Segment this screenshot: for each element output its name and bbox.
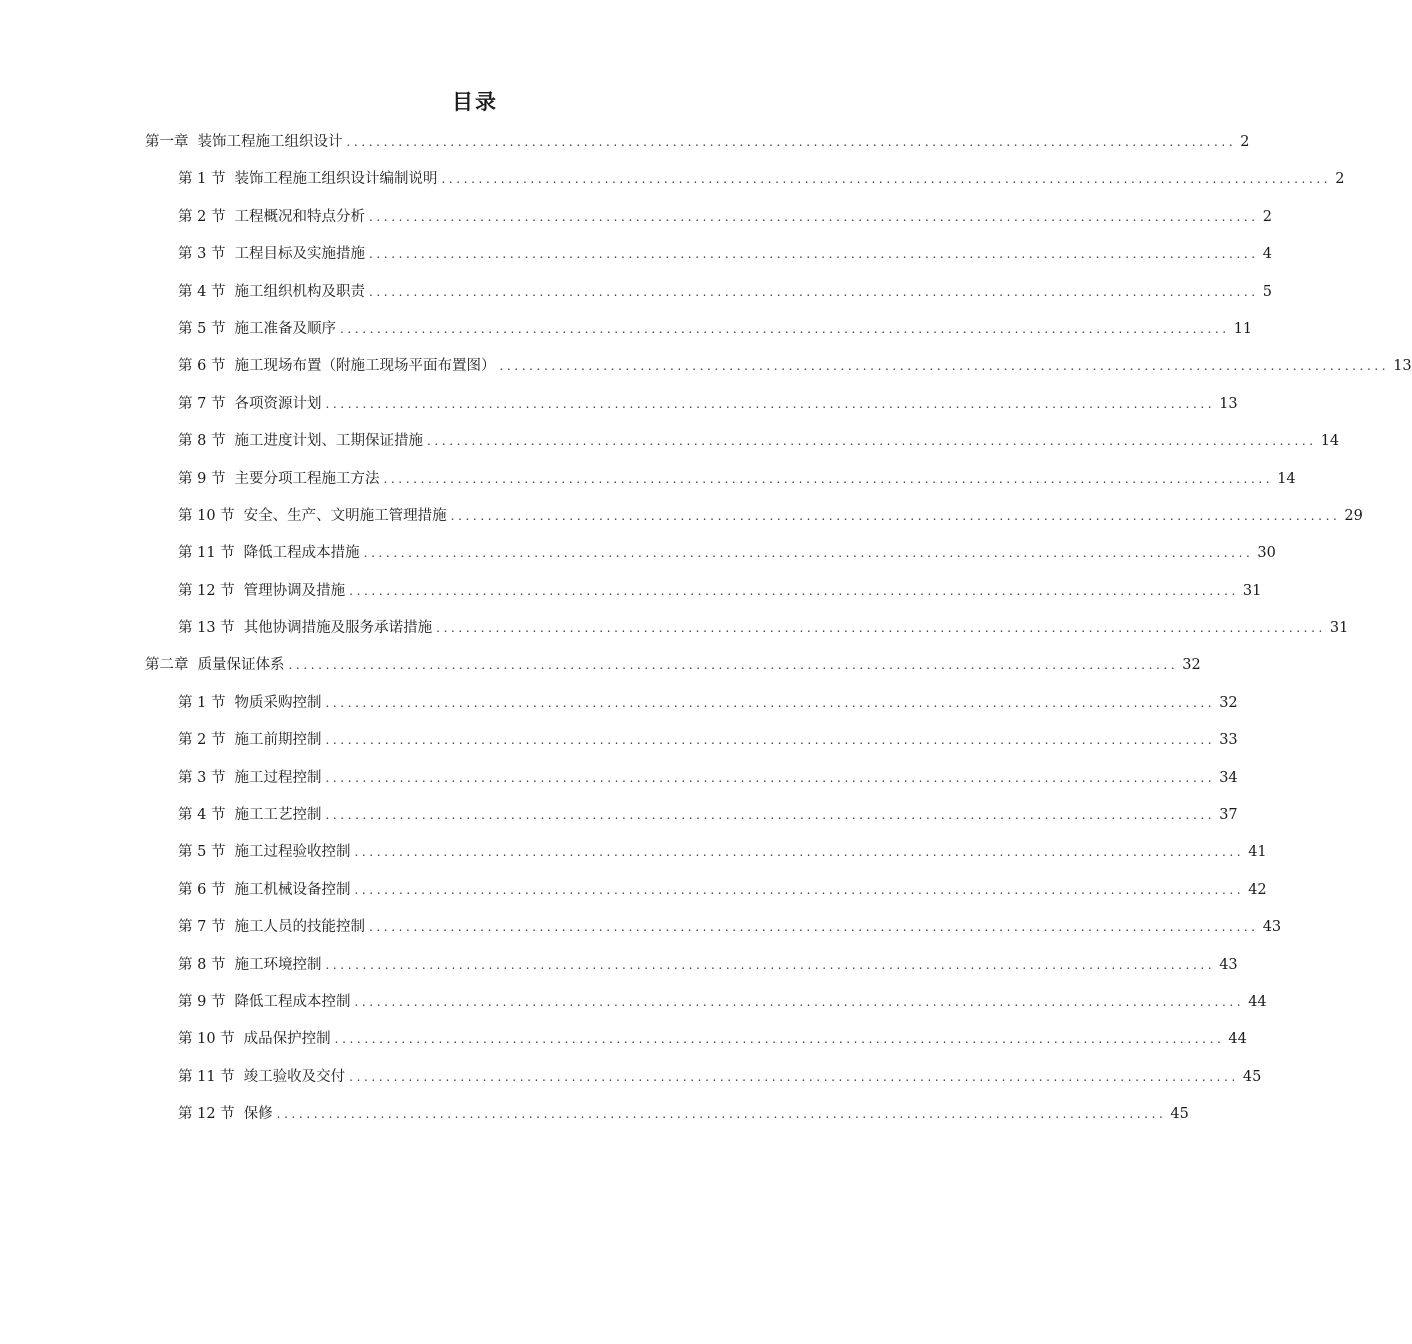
toc-entry-number: 第 9 节 [178, 470, 226, 487]
toc-dot-leader: ........................................................................................................................ [354, 845, 1245, 860]
toc-entry-label [178, 461, 379, 498]
toc-section-entry[interactable] [145, 1096, 1189, 1133]
toc-entry-number: 第 2 节 [178, 208, 226, 225]
toc-entry-label [178, 236, 365, 273]
toc-entry-label [178, 760, 321, 797]
toc-entry-label [178, 274, 365, 311]
toc-dot-leader: ........................................................................................................................ [368, 920, 1259, 935]
toc-entry-text: 施工准备及顺序 [234, 320, 336, 337]
toc-page-number: 41 [1248, 844, 1267, 861]
toc-section-entry[interactable] [145, 834, 1267, 871]
toc-entry-text: 安全、生产、文明施工管理措施 [243, 507, 447, 524]
toc-page-number: 34 [1219, 769, 1238, 786]
toc-section-entry[interactable] [145, 236, 1272, 273]
toc-entry-label [145, 124, 343, 161]
toc-entry-label [178, 834, 350, 871]
toc-page-number: 2 [1335, 171, 1345, 188]
toc-entry-number: 第 7 节 [178, 395, 226, 412]
toc-page-number: 32 [1219, 694, 1238, 711]
toc-dot-leader: ........................................................................................................................ [368, 209, 1259, 224]
toc-entry-label [178, 199, 365, 236]
toc-entry-text: 降低工程成本措施 [243, 545, 360, 562]
toc-section-entry[interactable] [145, 199, 1272, 236]
toc-entry-text: 施工现场布置（附施工现场平面布置图） [234, 358, 496, 375]
toc-entry-text: 工程概况和特点分析 [234, 208, 365, 225]
toc-entry-number: 第 7 节 [178, 919, 226, 936]
toc-section-entry[interactable] [145, 386, 1238, 423]
toc-entry-number: 第 8 节 [178, 433, 226, 450]
toc-page-number: 5 [1262, 283, 1272, 300]
toc-entry-text: 施工工艺控制 [234, 807, 322, 824]
toc-entry-number: 第 8 节 [178, 956, 226, 973]
toc-section-entry[interactable] [145, 909, 1282, 946]
toc-entry-text: 工程目标及实施措施 [234, 246, 365, 263]
toc-dot-leader: ........................................................................................................................ [450, 508, 1341, 523]
toc-dot-leader: ........................................................................................................................ [288, 658, 1179, 673]
toc-page-number: 43 [1219, 956, 1238, 973]
toc-page-number: 42 [1248, 881, 1267, 898]
toc-entry-number: 第 10 节 [178, 507, 235, 524]
toc-entry-text: 质量保证体系 [197, 657, 285, 674]
toc-section-entry[interactable] [145, 274, 1272, 311]
toc-entry-label [178, 1059, 345, 1096]
toc-entry-text: 施工环境控制 [234, 956, 322, 973]
toc-dot-leader: ........................................................................................................................ [276, 1107, 1167, 1122]
toc-page-number: 13 [1393, 358, 1412, 375]
toc-entry-label [178, 161, 437, 198]
toc-entry-text: 降低工程成本控制 [234, 993, 351, 1010]
toc-entry-text: 施工组织机构及职责 [234, 283, 365, 300]
toc-section-entry[interactable] [145, 311, 1253, 348]
toc-section-entry[interactable] [145, 348, 1412, 385]
toc-entry-text: 施工进度计划、工期保证措施 [234, 433, 423, 450]
toc-entry-number: 第 10 节 [178, 1031, 235, 1048]
toc-section-entry[interactable] [145, 161, 1345, 198]
toc-entry-label [178, 909, 365, 946]
toc-entry-text: 管理协调及措施 [243, 582, 346, 599]
toc-entry-label [178, 498, 447, 535]
toc-page-number: 29 [1344, 507, 1363, 524]
toc-section-entry[interactable] [145, 760, 1238, 797]
toc-entry-text: 竣工验收及交付 [243, 1068, 346, 1085]
toc-entry-text: 其他协调措施及服务承诺措施 [243, 620, 433, 637]
toc-entry-label [178, 573, 345, 610]
toc-entry-text: 装饰工程施工组织设计 [197, 133, 343, 150]
toc-entry-label [178, 348, 495, 385]
toc-entry-label [145, 647, 285, 684]
toc-entry-text: 装饰工程施工组织设计编制说明 [234, 171, 438, 188]
toc-dot-leader: ........................................................................................................................ [325, 957, 1216, 972]
toc-title: 目录 [452, 90, 498, 114]
toc-dot-leader: ........................................................................................................................ [349, 583, 1239, 598]
toc-section-entry[interactable] [145, 984, 1267, 1021]
toc-page-number: 14 [1277, 470, 1296, 487]
toc-entry-label [178, 947, 321, 984]
toc-entry-number: 第 12 节 [178, 582, 235, 599]
toc-dot-leader: ........................................................................................................................ [354, 994, 1245, 1009]
toc-entry-number: 第 6 节 [178, 358, 226, 375]
toc-dot-leader: ........................................................................................................................ [383, 471, 1274, 486]
toc-entry-text: 施工机械设备控制 [234, 881, 351, 898]
toc-chapter-entry[interactable] [145, 647, 1201, 684]
toc-page-number: 30 [1257, 545, 1276, 562]
toc-list [145, 124, 1412, 1134]
toc-entry-number: 第 11 节 [178, 1068, 235, 1085]
toc-entry-number: 第 6 节 [178, 881, 226, 898]
toc-entry-label [178, 722, 321, 759]
toc-page-number: 45 [1170, 1106, 1189, 1123]
toc-entry-text: 成品保护控制 [243, 1031, 331, 1048]
toc-entry-number: 第 3 节 [178, 246, 226, 263]
toc-page-number: 31 [1329, 620, 1349, 637]
toc-entry-number: 第 5 节 [178, 844, 226, 861]
toc-entry-label [178, 685, 321, 722]
toc-entry-label [178, 311, 336, 348]
toc-section-entry[interactable] [145, 947, 1238, 984]
toc-page-number: 11 [1233, 320, 1253, 337]
toc-section-entry[interactable] [145, 872, 1267, 909]
toc-dot-leader: ........................................................................................................................ [325, 396, 1216, 411]
toc-entry-label [178, 1021, 331, 1058]
toc-entry-label [178, 1096, 273, 1133]
toc-dot-leader: ........................................................................................................................ [368, 247, 1259, 262]
toc-dot-leader: ........................................................................................................................ [339, 321, 1230, 336]
toc-dot-leader: ........................................................................................................................ [436, 621, 1326, 636]
toc-entry-text: 主要分项工程施工方法 [234, 470, 380, 487]
toc-entry-label [178, 423, 423, 460]
toc-dot-leader: ........................................................................................................................ [349, 1069, 1239, 1084]
toc-page-number: 44 [1228, 1031, 1247, 1048]
toc-section-entry[interactable] [145, 610, 1349, 647]
toc-page-number: 2 [1240, 133, 1250, 150]
toc-entry-number: 第二章 [145, 657, 189, 674]
toc-page-number: 4 [1262, 246, 1272, 263]
toc-page-number: 33 [1219, 732, 1238, 749]
toc-section-entry[interactable] [145, 573, 1262, 610]
toc-section-entry[interactable] [145, 685, 1238, 722]
toc-entry-number: 第 11 节 [178, 545, 235, 562]
toc-entry-number: 第 12 节 [178, 1106, 235, 1123]
toc-entry-label [178, 386, 321, 423]
toc-page-number: 45 [1242, 1068, 1262, 1085]
toc-page-number: 31 [1242, 582, 1262, 599]
toc-section-entry[interactable] [145, 1059, 1262, 1096]
toc-entry-number: 第 1 节 [178, 694, 226, 711]
toc-entry-number: 第一章 [145, 133, 189, 150]
toc-page-number: 32 [1182, 657, 1201, 674]
toc-entry-label [178, 797, 321, 834]
toc-entry-number: 第 4 节 [178, 283, 226, 300]
toc-page-number: 13 [1219, 395, 1238, 412]
toc-entry-number: 第 2 节 [178, 732, 226, 749]
toc-section-entry[interactable] [145, 498, 1363, 535]
toc-entry-text: 物质采购控制 [234, 694, 322, 711]
toc-entry-text: 施工过程控制 [234, 769, 322, 786]
toc-dot-leader: ........................................................................................................................ [368, 284, 1259, 299]
toc-entry-text: 保修 [243, 1106, 273, 1123]
toc-page-number: 2 [1262, 208, 1272, 225]
toc-section-entry[interactable] [145, 797, 1238, 834]
toc-section-entry[interactable] [145, 1021, 1247, 1058]
toc-dot-leader: ........................................................................................................................ [325, 733, 1216, 748]
toc-dot-leader: ........................................................................................................................ [499, 359, 1390, 374]
toc-page-number: 14 [1320, 433, 1340, 450]
toc-dot-leader: ........................................................................................................................ [426, 434, 1317, 449]
toc-entry-number: 第 9 节 [178, 993, 226, 1010]
toc-entry-number: 第 5 节 [178, 320, 226, 337]
toc-dot-leader: ........................................................................................................................ [441, 172, 1332, 187]
toc-entry-label [178, 610, 432, 647]
toc-entry-label [178, 872, 350, 909]
toc-entry-number: 第 3 节 [178, 769, 226, 786]
toc-entry-text: 各项资源计划 [234, 395, 322, 412]
toc-entry-number: 第 1 节 [178, 171, 226, 188]
toc-page-number: 44 [1248, 993, 1267, 1010]
toc-dot-leader: ........................................................................................................................ [363, 546, 1254, 561]
toc-dot-leader: ........................................................................................................................ [346, 135, 1237, 149]
toc-page-number: 37 [1219, 807, 1238, 824]
toc-entry-text: 施工前期控制 [234, 732, 322, 749]
toc-page-number: 43 [1262, 919, 1282, 936]
toc-dot-leader: ........................................................................................................................ [354, 882, 1245, 897]
toc-entry-label [178, 535, 360, 572]
toc-chapter-entry[interactable] [145, 124, 1250, 161]
toc-section-entry[interactable] [145, 461, 1296, 498]
toc-dot-leader: ........................................................................................................................ [325, 695, 1216, 710]
toc-entry-number: 第 13 节 [178, 620, 235, 637]
toc-entry-text: 施工人员的技能控制 [234, 919, 365, 936]
toc-entry-text: 施工过程验收控制 [234, 844, 351, 861]
toc-dot-leader: ........................................................................................................................ [325, 808, 1216, 823]
toc-dot-leader: ........................................................................................................................ [334, 1032, 1225, 1047]
toc-entry-number: 第 4 节 [178, 807, 226, 824]
toc-section-entry[interactable] [145, 535, 1276, 572]
toc-section-entry[interactable] [145, 423, 1340, 460]
toc-section-entry[interactable] [145, 722, 1238, 759]
toc-dot-leader: ........................................................................................................................ [325, 770, 1216, 785]
toc-entry-label [178, 984, 350, 1021]
